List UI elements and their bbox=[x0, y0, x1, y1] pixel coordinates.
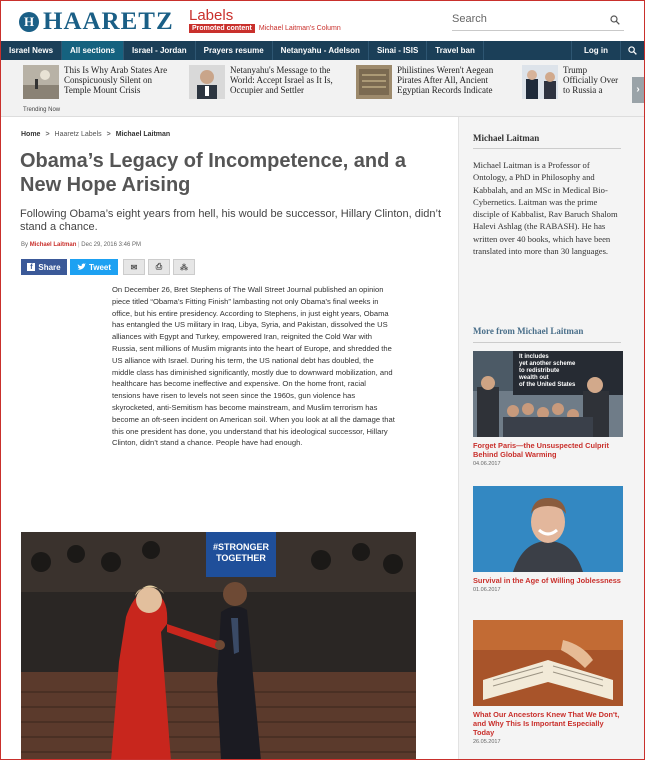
breadcrumb-separator: > bbox=[106, 131, 111, 138]
search-box bbox=[452, 9, 624, 31]
trending-thumbnail bbox=[23, 65, 59, 99]
haaretz-logo[interactable] bbox=[19, 8, 174, 36]
byline-by: By bbox=[21, 242, 29, 248]
trending-item[interactable] bbox=[356, 65, 509, 99]
print-button[interactable] bbox=[148, 259, 170, 275]
related-card[interactable] bbox=[473, 486, 623, 593]
article-subtitle: Following Obama’s eight years from hell, his would be successor, Hillary Clinton, didn’t stand a chance. bbox=[20, 208, 442, 233]
trending-strip bbox=[1, 60, 644, 117]
photo-sign-text: #STRONGER TOGETHER bbox=[212, 542, 270, 563]
related-card-headline[interactable]: Forget Paris—the Unsuspected Culprit Behind Global Warming bbox=[473, 441, 609, 459]
byline-date: Dec 29, 2016 3:46 PM bbox=[81, 242, 141, 248]
byline-author[interactable]: Michael Laitman bbox=[29, 242, 77, 248]
logo-text: HAARETZ bbox=[43, 8, 174, 35]
trending-headline: This Is Why Arab States Are Conspicuously Silent on Temple Mount Crisis bbox=[64, 65, 168, 95]
column-name[interactable]: Michael Laitman's Column bbox=[258, 25, 341, 32]
nav-item-israel-news[interactable]: Israel News bbox=[1, 41, 62, 60]
main-nav bbox=[1, 41, 644, 60]
divider bbox=[473, 342, 621, 343]
nav-item-netanyahu-adelson[interactable]: Netanyahu - Adelson bbox=[273, 41, 369, 60]
mail-share-button[interactable] bbox=[123, 259, 145, 275]
related-card-image bbox=[473, 486, 623, 572]
site-header bbox=[1, 1, 644, 41]
related-card-image bbox=[473, 620, 623, 706]
related-card-date: 04.06.2017 bbox=[473, 461, 501, 467]
divider bbox=[473, 148, 621, 149]
nav-search-button[interactable] bbox=[620, 41, 644, 60]
nav-item-israel-jordan[interactable]: Israel - Jordan bbox=[124, 41, 196, 60]
related-card[interactable] bbox=[473, 620, 623, 745]
article-photo-image bbox=[21, 532, 416, 760]
card-sign-text: It includes yet another scheme to redistribute wealth out of the United States bbox=[519, 354, 576, 388]
more-share-button[interactable] bbox=[173, 259, 195, 275]
related-card-image bbox=[473, 351, 623, 437]
trending-thumbnail bbox=[522, 65, 558, 99]
nav-item-all-sections[interactable]: All sections bbox=[62, 41, 124, 60]
trending-item[interactable] bbox=[522, 65, 621, 99]
article-body: On December 26, Bret Stephens of The Wall Street Journal published an opinion piece titled “Obama’s Fitting Finish” lambasting not only Obama’s final weeks in office, but his entire presidency. According to Stephens, in just eight years, Obama has entangled the US military in Iraq, Libya, Syria, and Pakistan, dissolved the US alliances with Egypt and Turkey, empowered Iran, reignited the Cold War with Russia, sent millions of Muslim migrants into the heart of Europe, and shredded the US alliance with Israel. During his term, the US national debt has doubled, the middle class has diminished significantly, mostly due to downward mobilization, and healthcare has become ineffective and expensive. On the home front, racial tensions have risen to levels not seen since the 1960s, gun violence has skyrocketed, anti-Semitism has become mainstream, and Muslim terrorism has become an oft-seen incident on American soil. When you look at all the damage that this one president has done, you understand that his ideological successor, Hillary Clinton, didn’t stand a chance. People have had enough. bbox=[112, 285, 395, 448]
breadcrumb-section[interactable]: Haaretz Labels bbox=[54, 131, 102, 138]
breadcrumb-separator: > bbox=[45, 131, 50, 138]
twitter-share-label: Tweet bbox=[88, 262, 112, 272]
related-card-date: 26.05.2017 bbox=[473, 739, 501, 745]
facebook-share-label: Share bbox=[38, 262, 61, 272]
trending-thumbnail bbox=[189, 65, 225, 99]
print-icon: ⎙ bbox=[155, 262, 163, 271]
nav-item-sinai-isis[interactable]: Sinai - ISIS bbox=[369, 41, 427, 60]
trending-next-arrow[interactable]: › bbox=[632, 77, 644, 103]
breadcrumb-current[interactable]: Michael Laitman bbox=[115, 131, 171, 138]
related-card-headline[interactable]: What Our Ancestors Knew That We Don't, and Why This Is Important Especially Today bbox=[473, 710, 620, 737]
twitter-share-button[interactable] bbox=[70, 259, 118, 275]
breadcrumb-home[interactable]: Home bbox=[21, 131, 41, 138]
sidebar-author-bio: Michael Laitman is a Professor of Ontology, a PhD in Philosophy and Kabbalah, and an MSc in Medical Bio-Cybernetics. Laitman was the prime disciple of Kabbalist, Rav Baruch Shalom Halevi Ashlag (the RABASH). He has written over 40 books, which have been translated into more than 30 languages. bbox=[473, 160, 618, 257]
logo-mark-icon: H bbox=[19, 12, 39, 32]
search-icon bbox=[628, 46, 637, 55]
search-input[interactable] bbox=[452, 9, 602, 29]
trending-item[interactable] bbox=[189, 65, 340, 99]
search-icon[interactable] bbox=[610, 15, 620, 25]
twitter-icon bbox=[77, 263, 86, 271]
mail-icon: ✉ bbox=[130, 262, 138, 272]
article-title: Obama’s Legacy of Incompetence, and a New Hope Arising bbox=[20, 150, 407, 196]
facebook-share-button[interactable] bbox=[21, 259, 67, 275]
trending-item[interactable] bbox=[23, 65, 172, 99]
trending-headline: Philistines Weren't Aegean Pirates After All, Ancient Egyptian Records Indicate bbox=[397, 65, 494, 95]
sidebar bbox=[458, 117, 644, 760]
labels-title[interactable]: Labels bbox=[189, 7, 234, 24]
byline: By Michael Laitman | Dec 29, 2016 3:46 PM bbox=[21, 242, 141, 248]
trending-thumbnail bbox=[356, 65, 392, 99]
login-link[interactable]: Log in bbox=[571, 41, 620, 60]
trending-label: Trending Now bbox=[23, 107, 61, 113]
related-card-date: 01.06.2017 bbox=[473, 587, 501, 593]
trending-headline: Netanyahu's Message to the World: Accept Israel as It Is, Occupier and Settler bbox=[230, 65, 333, 95]
nav-item-prayers-resume[interactable]: Prayers resume bbox=[196, 41, 273, 60]
trending-headline: Trump Officially Over to Russia a bbox=[563, 65, 619, 95]
related-card-headline[interactable]: Survival in the Age of Willing Joblessness bbox=[473, 576, 621, 585]
more-share-icon: ⁂ bbox=[180, 262, 188, 272]
labels-block bbox=[189, 8, 341, 33]
more-from-title: More from Michael Laitman bbox=[473, 326, 584, 336]
share-bar bbox=[21, 259, 195, 275]
promoted-badge: Promoted content bbox=[189, 24, 255, 33]
nav-item-travel-ban[interactable]: Travel ban bbox=[427, 41, 484, 60]
breadcrumb bbox=[21, 131, 170, 138]
related-card[interactable] bbox=[473, 351, 623, 467]
sidebar-author-title[interactable]: Michael Laitman bbox=[473, 133, 540, 143]
article-photo bbox=[21, 532, 416, 760]
facebook-icon: f bbox=[27, 263, 35, 271]
